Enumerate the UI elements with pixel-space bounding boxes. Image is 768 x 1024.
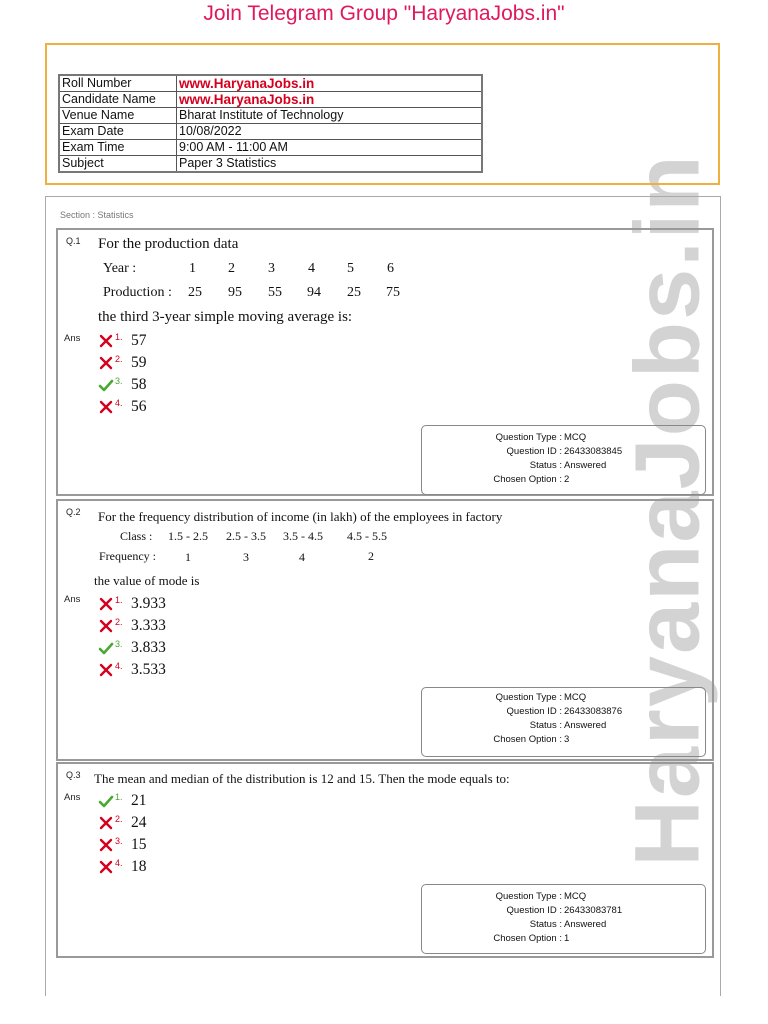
table-cell: 2 bbox=[368, 549, 374, 563]
option-text: 24 bbox=[131, 814, 147, 831]
info-row-time bbox=[59, 140, 482, 156]
table-row-label: Year : bbox=[103, 261, 137, 276]
option-number: 1. bbox=[115, 792, 123, 802]
info-value: Paper 3 Statistics bbox=[177, 156, 483, 173]
check-icon bbox=[98, 640, 114, 656]
meta-key: Chosen Option : bbox=[493, 734, 562, 745]
info-key: Exam Date bbox=[59, 124, 177, 140]
meta-key: Question Type : bbox=[495, 891, 562, 902]
cross-icon bbox=[98, 815, 114, 831]
question-text: The mean and median of the distribution is 12 and 15. Then the mode equals to: bbox=[94, 771, 510, 786]
table-cell: 75 bbox=[386, 285, 400, 300]
option-text: 15 bbox=[131, 836, 147, 853]
section-label: Section : Statistics bbox=[60, 210, 134, 220]
info-row-venue bbox=[59, 108, 482, 124]
option-text: 3.833 bbox=[131, 639, 166, 656]
cross-icon bbox=[98, 837, 114, 853]
option-text: 3.933 bbox=[131, 595, 166, 612]
info-value: Bharat Institute of Technology bbox=[177, 108, 483, 124]
cross-icon bbox=[98, 333, 114, 349]
meta-row bbox=[422, 933, 707, 947]
cross-icon bbox=[98, 662, 114, 678]
info-value: www.HaryanaJobs.in bbox=[177, 92, 483, 108]
table-cell: 1 bbox=[185, 550, 191, 564]
meta-value: 1 bbox=[564, 933, 570, 944]
meta-row bbox=[422, 706, 707, 720]
option-text: 58 bbox=[131, 376, 147, 393]
option-number: 2. bbox=[115, 354, 123, 364]
meta-key: Status : bbox=[529, 460, 562, 471]
meta-value: 26433083845 bbox=[564, 446, 623, 457]
option-text: 18 bbox=[131, 858, 147, 875]
table-cell: 3 bbox=[243, 550, 249, 564]
meta-value: MCQ bbox=[564, 432, 587, 443]
question-text: the third 3-year simple moving average is: bbox=[98, 309, 353, 325]
meta-value: MCQ bbox=[564, 692, 587, 703]
table-cell: 3.5 - 4.5 bbox=[283, 529, 323, 543]
option-text: 57 bbox=[131, 332, 147, 349]
option-text: 59 bbox=[131, 354, 147, 371]
table-cell: 94 bbox=[307, 285, 321, 300]
meta-key: Status : bbox=[529, 919, 562, 930]
table-cell: 25 bbox=[188, 285, 202, 300]
meta-key: Status : bbox=[529, 720, 562, 731]
info-key: Venue Name bbox=[59, 108, 177, 124]
telegram-banner: Join Telegram Group "HaryanaJobs.in" bbox=[203, 2, 565, 25]
meta-row bbox=[422, 891, 707, 905]
meta-key: Chosen Option : bbox=[493, 474, 562, 485]
question-card-1 bbox=[56, 228, 714, 496]
ans-label: Ans bbox=[64, 594, 81, 605]
question-card-2 bbox=[56, 499, 714, 761]
info-row-roll bbox=[59, 75, 482, 92]
option-number: 3. bbox=[115, 376, 123, 386]
table-cell: 4.5 - 5.5 bbox=[347, 529, 387, 543]
info-value: 10/08/2022 bbox=[177, 124, 483, 140]
meta-value: MCQ bbox=[564, 891, 587, 902]
question-card-3 bbox=[56, 762, 714, 958]
candidate-info-panel bbox=[45, 43, 720, 185]
meta-row bbox=[422, 905, 707, 919]
table-cell: 95 bbox=[228, 285, 242, 300]
table-cell: 1 bbox=[189, 261, 196, 276]
table-cell: 1.5 - 2.5 bbox=[168, 529, 208, 543]
option-text: 56 bbox=[131, 398, 147, 415]
meta-value: Answered bbox=[564, 919, 607, 930]
info-value: 9:00 AM - 11:00 AM bbox=[177, 140, 483, 156]
table-cell: 4 bbox=[308, 261, 315, 276]
candidate-info-table bbox=[58, 74, 483, 173]
info-key: Roll Number bbox=[59, 75, 177, 92]
info-row-date bbox=[59, 124, 482, 140]
option-number: 1. bbox=[115, 332, 123, 342]
meta-value: 2 bbox=[564, 474, 570, 485]
meta-row bbox=[422, 720, 707, 734]
question-meta-panel bbox=[421, 425, 706, 495]
option-number: 4. bbox=[115, 661, 123, 671]
cross-icon bbox=[98, 355, 114, 371]
table-cell: 55 bbox=[268, 285, 282, 300]
question-number: Q.2 bbox=[66, 507, 81, 517]
question-number: Q.1 bbox=[66, 236, 81, 246]
info-row-subject bbox=[59, 156, 482, 173]
option-number: 4. bbox=[115, 858, 123, 868]
info-key: Exam Time bbox=[59, 140, 177, 156]
option-number: 2. bbox=[115, 814, 123, 824]
question-number: Q.3 bbox=[66, 770, 81, 780]
question-meta-panel bbox=[421, 687, 706, 757]
meta-row bbox=[422, 460, 707, 474]
table-cell: 5 bbox=[347, 261, 354, 276]
check-icon bbox=[98, 377, 114, 393]
cross-icon bbox=[98, 399, 114, 415]
option-text: 3.333 bbox=[131, 617, 166, 634]
table-row-label: Frequency : bbox=[99, 549, 156, 563]
meta-value: 3 bbox=[564, 734, 570, 745]
table-cell: 2.5 - 3.5 bbox=[226, 529, 266, 543]
meta-row bbox=[422, 474, 707, 488]
info-key: Subject bbox=[59, 156, 177, 173]
option-number: 1. bbox=[115, 595, 123, 605]
meta-key: Question Type : bbox=[495, 692, 562, 703]
meta-value: 26433083781 bbox=[564, 905, 623, 916]
meta-key: Question ID : bbox=[506, 905, 562, 916]
option-number: 2. bbox=[115, 617, 123, 627]
meta-row bbox=[422, 446, 707, 460]
meta-key: Question ID : bbox=[506, 706, 562, 717]
meta-row bbox=[422, 432, 707, 446]
cross-icon bbox=[98, 618, 114, 634]
option-number: 3. bbox=[115, 639, 123, 649]
option-text: 3.533 bbox=[131, 661, 166, 678]
cross-icon bbox=[98, 859, 114, 875]
question-meta-panel bbox=[421, 884, 706, 954]
option-number: 3. bbox=[115, 836, 123, 846]
meta-key: Question Type : bbox=[495, 432, 562, 443]
meta-value: 26433083876 bbox=[564, 706, 623, 717]
meta-key: Chosen Option : bbox=[493, 933, 562, 944]
info-row-name bbox=[59, 92, 482, 108]
table-cell: 2 bbox=[228, 261, 235, 276]
info-key: Candidate Name bbox=[59, 92, 177, 108]
question-intro: For the production data bbox=[98, 236, 239, 252]
meta-row bbox=[422, 919, 707, 933]
table-cell: 6 bbox=[387, 261, 394, 276]
option-number: 4. bbox=[115, 398, 123, 408]
table-row-label: Production : bbox=[103, 285, 172, 300]
option-text: 21 bbox=[131, 792, 147, 809]
cross-icon bbox=[98, 596, 114, 612]
table-cell: 25 bbox=[347, 285, 361, 300]
question-intro: For the frequency distribution of income (in lakh) of the employees in factory bbox=[98, 509, 503, 524]
ans-label: Ans bbox=[64, 792, 81, 803]
table-cell: 3 bbox=[268, 261, 275, 276]
table-row-label: Class : bbox=[120, 529, 153, 543]
meta-key: Question ID : bbox=[506, 446, 562, 457]
info-value: www.HaryanaJobs.in bbox=[177, 75, 483, 92]
check-icon bbox=[98, 793, 114, 809]
meta-value: Answered bbox=[564, 460, 607, 471]
question-text: the value of mode is bbox=[94, 573, 200, 588]
meta-value: Answered bbox=[564, 720, 607, 731]
meta-row bbox=[422, 692, 707, 706]
ans-label: Ans bbox=[64, 333, 81, 344]
meta-row bbox=[422, 734, 707, 748]
table-cell: 4 bbox=[299, 550, 305, 564]
watermark-text: HaryanaJobs.in bbox=[616, 153, 719, 867]
